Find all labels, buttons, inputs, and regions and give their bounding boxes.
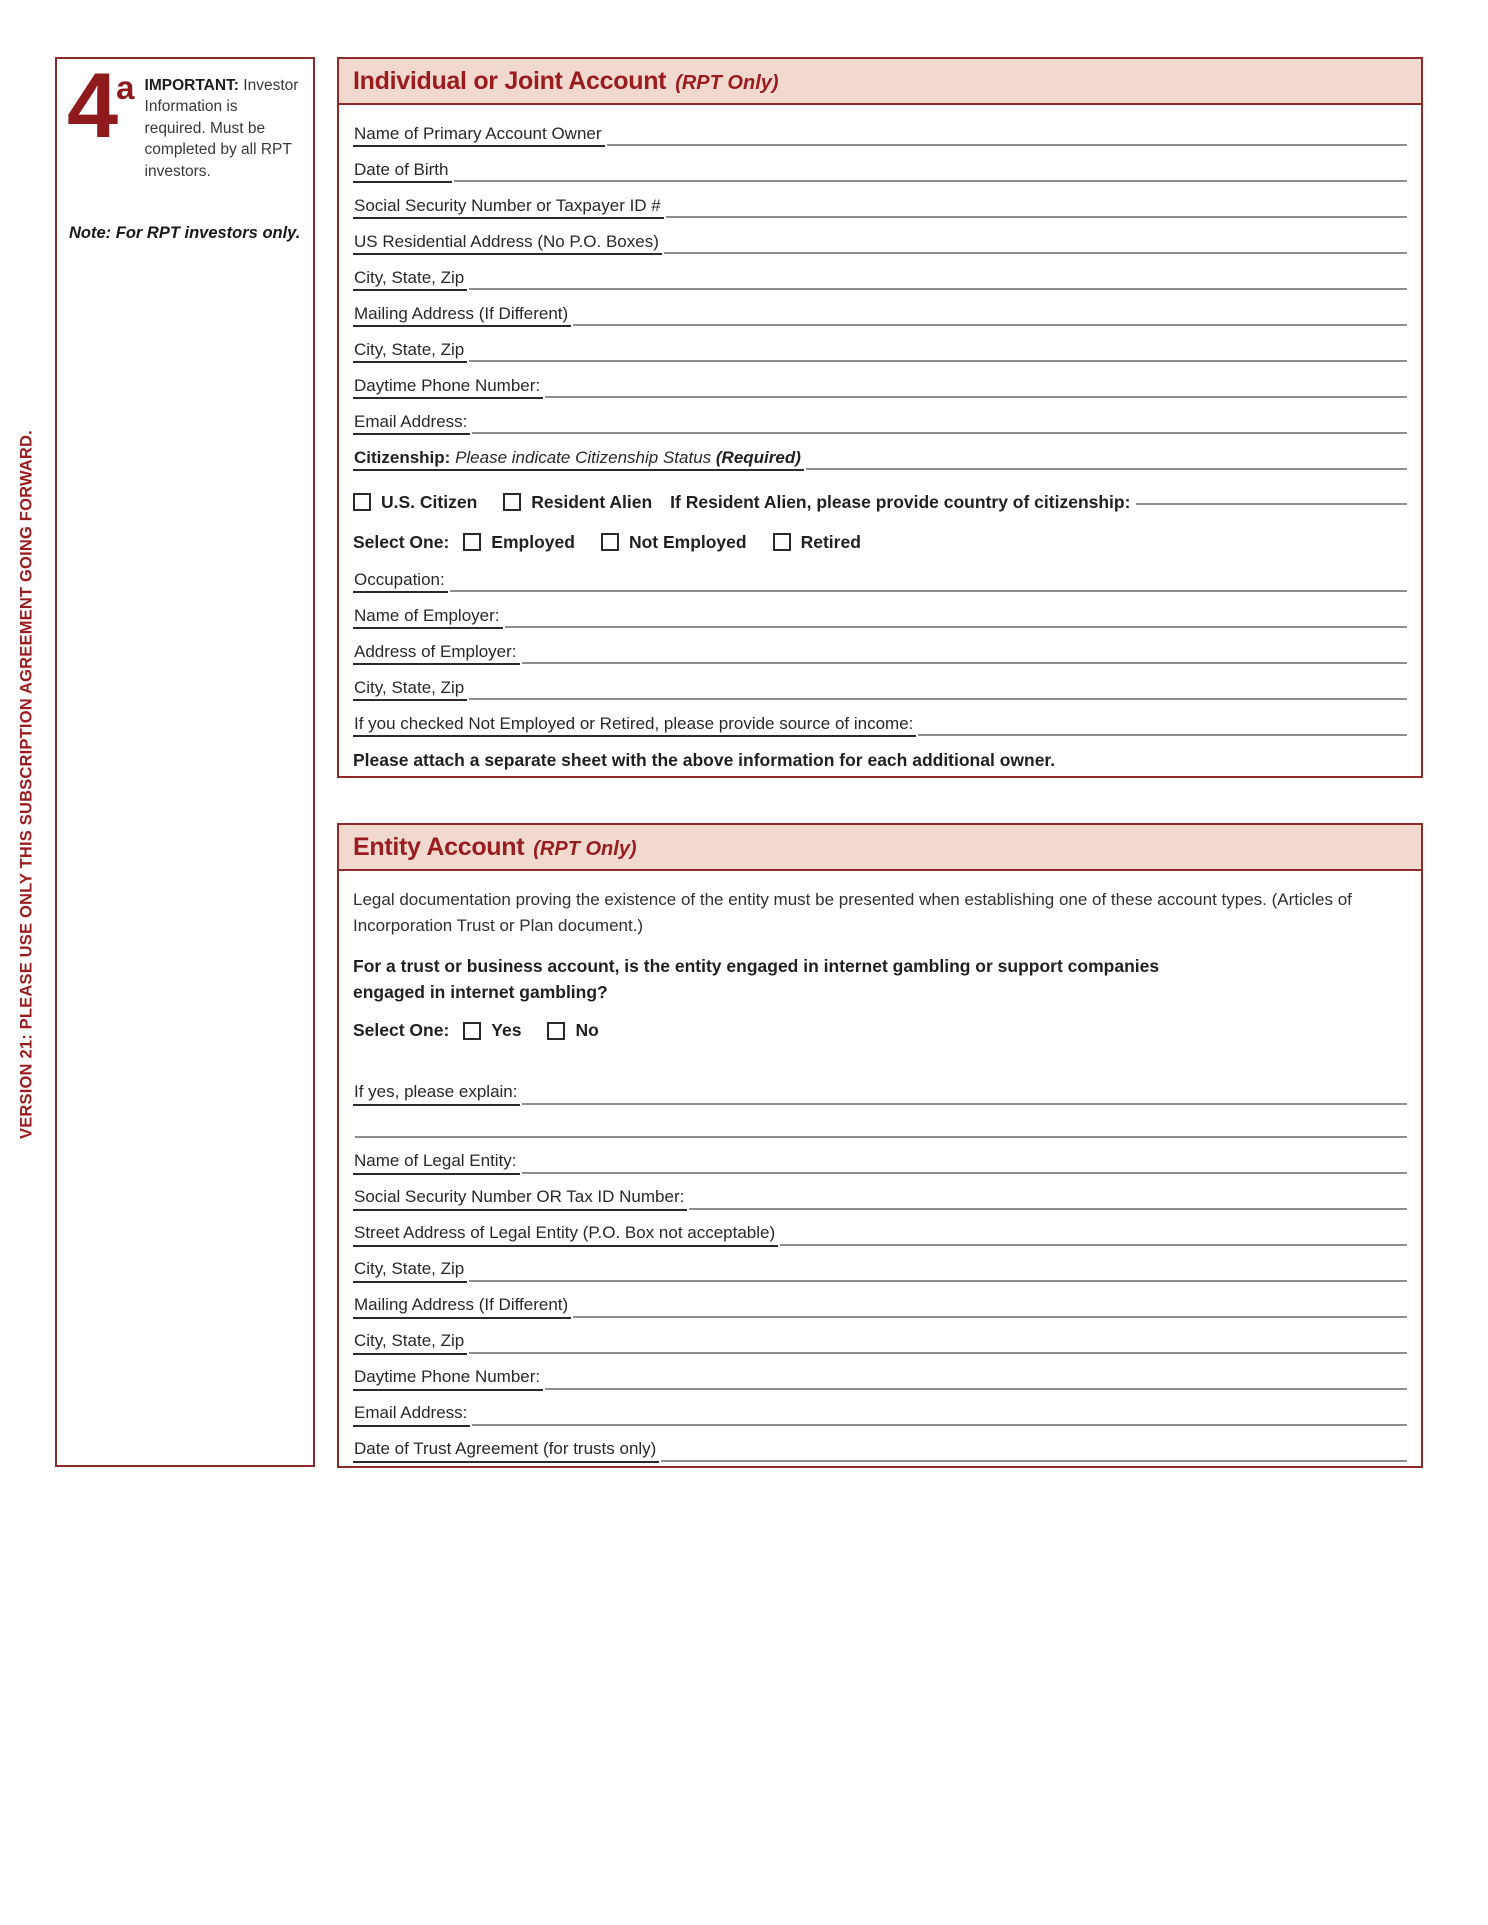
input-line[interactable] <box>806 468 1407 470</box>
input-line[interactable] <box>545 1388 1407 1390</box>
individual-section-subtitle: (RPT Only) <box>675 72 779 94</box>
field-residential-address <box>353 219 1407 255</box>
input-line[interactable] <box>469 1280 1407 1282</box>
employment-status-row <box>353 527 1407 557</box>
field-trust-agreement-date <box>353 1427 1407 1463</box>
field-label: If yes, please explain: <box>353 1081 520 1105</box>
select-one-label: Select One: <box>353 531 450 552</box>
input-line[interactable] <box>355 1136 1407 1138</box>
field-daytime-phone <box>353 1355 1407 1391</box>
input-line[interactable] <box>545 396 1407 398</box>
field-label: Daytime Phone Number: <box>353 375 543 399</box>
resident-alien-checkbox[interactable] <box>503 493 521 511</box>
field-label: Street Address of Legal Entity (P.O. Box not acceptable) <box>353 1222 778 1246</box>
step-letter: a <box>116 69 135 106</box>
important-label: IMPORTANT: <box>144 77 239 94</box>
field-occupation <box>353 557 1407 593</box>
field-city-state-zip <box>353 255 1407 291</box>
entity-section-subtitle: (RPT Only) <box>533 838 637 860</box>
field-label: Occupation: <box>353 569 448 593</box>
rpt-note: Note: For RPT investors only. <box>69 223 301 242</box>
field-explain <box>353 1070 1407 1106</box>
input-line[interactable] <box>522 1172 1407 1174</box>
input-line[interactable] <box>780 1244 1407 1246</box>
field-label: Social Security Number OR Tax ID Number: <box>353 1186 687 1210</box>
citizenship-required: (Required) <box>715 447 801 467</box>
field-label: City, State, Zip <box>353 1330 467 1354</box>
input-line[interactable] <box>666 216 1407 218</box>
not-employed-checkbox[interactable] <box>601 533 619 551</box>
field-mailing-address <box>353 1283 1407 1319</box>
field-label: Email Address: <box>353 411 470 435</box>
us-citizen-checkbox[interactable] <box>353 493 371 511</box>
field-label: Daytime Phone Number: <box>353 1366 543 1390</box>
yes-checkbox[interactable] <box>463 1022 481 1040</box>
field-label: City, State, Zip <box>353 267 467 291</box>
retired-checkbox[interactable] <box>773 533 791 551</box>
input-line[interactable] <box>918 734 1407 736</box>
important-note <box>145 75 303 182</box>
field-email-address <box>353 1391 1407 1427</box>
field-explain-continued <box>353 1106 1407 1139</box>
field-city-state-zip <box>353 1247 1407 1283</box>
step-number: 4 <box>67 55 116 157</box>
retired-label: Retired <box>800 531 861 552</box>
field-label: If you checked Not Employed or Retired, please provide source of income: <box>353 713 916 737</box>
step-info-box <box>55 57 315 1467</box>
input-line[interactable] <box>607 144 1407 146</box>
field-employer-address <box>353 629 1407 665</box>
employed-label: Employed <box>491 531 575 552</box>
field-label: Name of Employer: <box>353 605 503 629</box>
input-line[interactable] <box>472 432 1407 434</box>
employed-checkbox[interactable] <box>463 533 481 551</box>
field-label: City, State, Zip <box>353 1258 467 1282</box>
input-line[interactable] <box>573 1316 1407 1318</box>
field-employer-name <box>353 593 1407 629</box>
field-label: Name of Primary Account Owner <box>353 123 605 147</box>
select-one-label: Select One: <box>353 1020 450 1040</box>
important-body: Investor Information is required. Must be completed by all RPT investors. <box>144 77 299 180</box>
individual-section-title: Individual or Joint Account <box>353 67 667 95</box>
field-label: Date of Trust Agreement (for trusts only) <box>353 1438 659 1462</box>
field-legal-entity-name <box>353 1139 1407 1175</box>
field-label: City, State, Zip <box>353 339 467 363</box>
gambling-question: For a trust or business account, is the entity engaged in internet gambling or support companies engaged in internet gambling? <box>353 956 1160 1003</box>
attach-sheet-note: Please attach a separate sheet with the above information for each additional owner. <box>353 750 1056 770</box>
input-line[interactable] <box>689 1208 1407 1210</box>
entity-section-title: Entity Account <box>353 833 525 861</box>
input-line[interactable] <box>661 1460 1407 1462</box>
field-label: Email Address: <box>353 1402 470 1426</box>
field-ssn-or-tax-id <box>353 1175 1407 1211</box>
field-email-address <box>353 399 1407 435</box>
field-source-of-income <box>353 701 1407 737</box>
field-label: Address of Employer: <box>353 641 520 665</box>
input-line[interactable] <box>450 590 1407 592</box>
input-line[interactable] <box>469 1352 1407 1354</box>
no-label: No <box>575 1020 599 1040</box>
not-employed-label: Not Employed <box>628 531 747 552</box>
input-line[interactable] <box>522 662 1407 664</box>
field-city-state-zip <box>353 1319 1407 1355</box>
field-legal-entity-street-address <box>353 1211 1407 1247</box>
field-date-of-birth <box>353 147 1407 183</box>
field-label <box>353 447 804 471</box>
us-citizen-label: U.S. Citizen <box>381 491 478 512</box>
citizenship-label: Citizenship: <box>354 447 451 467</box>
entity-section-header <box>339 825 1421 871</box>
input-line[interactable] <box>472 1424 1407 1426</box>
step-badge <box>67 55 135 157</box>
field-citizenship-status <box>353 435 1407 471</box>
citizenship-instruction: Please indicate Citizenship Status <box>450 447 716 467</box>
resident-alien-label: Resident Alien <box>531 491 653 512</box>
input-line[interactable] <box>454 180 1408 182</box>
field-label: Date of Birth <box>353 159 452 183</box>
individual-joint-account-section <box>337 57 1423 778</box>
field-label: Mailing Address (If Different) <box>353 1294 571 1318</box>
field-primary-owner-name <box>353 111 1407 147</box>
yes-label: Yes <box>491 1020 522 1040</box>
no-checkbox[interactable] <box>547 1022 565 1040</box>
field-city-state-zip <box>353 665 1407 701</box>
field-label: Name of Legal Entity: <box>353 1150 520 1174</box>
input-line[interactable] <box>664 252 1407 254</box>
field-label: Mailing Address (If Different) <box>353 303 571 327</box>
field-daytime-phone <box>353 363 1407 399</box>
entity-account-section <box>337 823 1423 1468</box>
gambling-answer-row <box>353 1016 1407 1046</box>
version-note: VERSION 21: PLEASE USE ONLY THIS SUBSCRIPTION AGREEMENT GOING FORWARD. <box>17 430 36 1140</box>
input-line[interactable] <box>469 288 1407 290</box>
input-line[interactable] <box>573 324 1407 326</box>
field-label: US Residential Address (No P.O. Boxes) <box>353 231 662 255</box>
field-label: Social Security Number or Taxpayer ID # <box>353 195 664 219</box>
input-line[interactable] <box>469 360 1407 362</box>
entity-intro-text: Legal documentation proving the existence of the entity must be presented when establishing one of these account types. (Articles of Incorporation Trust or Plan document.) <box>353 890 1352 935</box>
field-city-state-zip <box>353 327 1407 363</box>
country-of-citizenship-label: If Resident Alien, please provide country of citizenship: <box>670 491 1131 512</box>
input-line[interactable] <box>522 1103 1407 1105</box>
individual-section-header <box>339 59 1421 105</box>
field-label: City, State, Zip <box>353 677 467 701</box>
citizenship-checkbox-row <box>353 487 1407 517</box>
field-ssn-taxpayer-id <box>353 183 1407 219</box>
input-line[interactable] <box>469 698 1407 700</box>
field-mailing-address <box>353 291 1407 327</box>
country-of-citizenship-input-line[interactable] <box>1136 503 1407 505</box>
input-line[interactable] <box>505 626 1408 628</box>
